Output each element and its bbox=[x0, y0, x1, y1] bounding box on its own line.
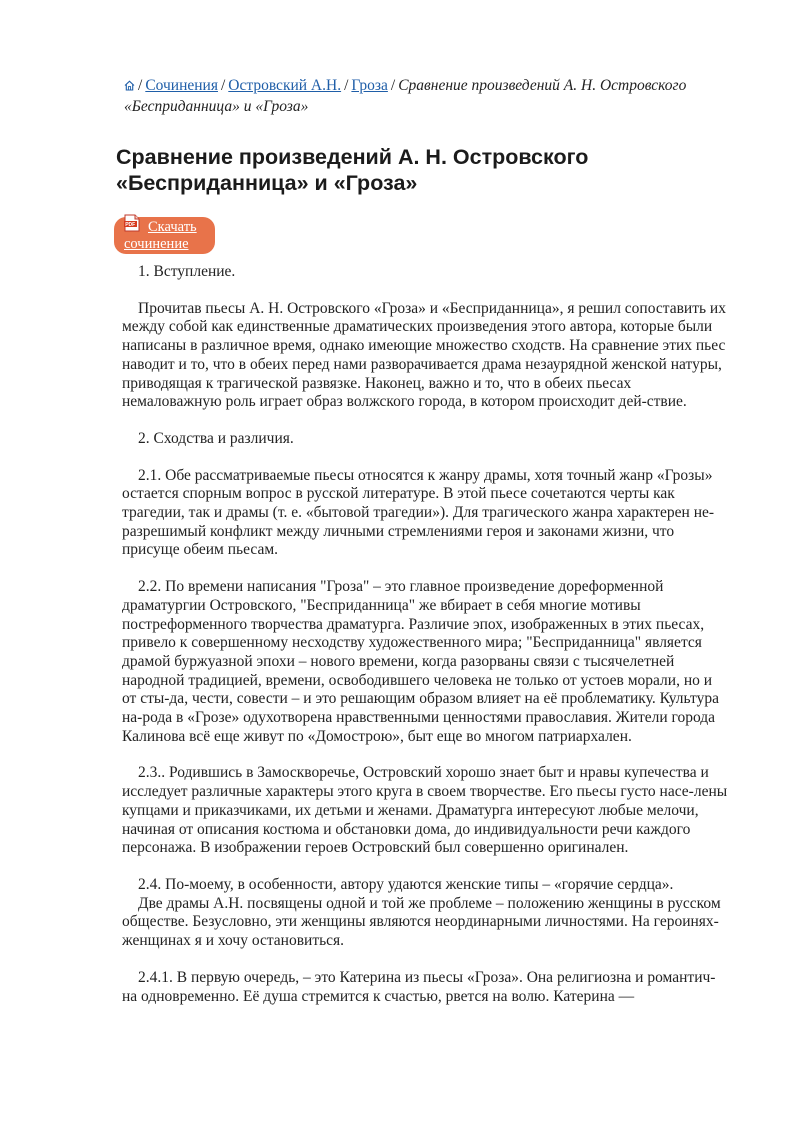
pdf-icon bbox=[124, 214, 140, 232]
home-icon[interactable] bbox=[124, 80, 135, 91]
breadcrumb-link-work[interactable]: Гроза bbox=[351, 77, 388, 94]
essay-body bbox=[122, 263, 730, 1006]
svg-text:PDF: PDF bbox=[125, 222, 136, 228]
page-title-line2: «Бесприданница» и «Гроза» bbox=[116, 171, 418, 195]
page-title-line1: Сравнение произведений А. Н. Островского bbox=[116, 145, 589, 169]
download-label-line2[interactable]: сочинение bbox=[124, 236, 189, 252]
breadcrumb: / Сочинения / Островский А.Н. / Гроза / Сравнение произведений А. Н. Островского «Бесприданница» и «Гроза» bbox=[124, 77, 687, 115]
section-heading: 1. Вступление. bbox=[138, 263, 236, 280]
paragraph: 2.2. По времени написания "Гроза" – это главное произведение дореформенной драматургии Островского, "Бесприданница" же вбирает в себя многие мотивы постреформенного творчества драматурга. Различие эпох, изображенных в этих пьесах, привело к совершенному несходству художественного мира; "Бесприданница" является драмой буржуазной эпохи – нового времени, когда разорваны связи с тысячелетней народной традицией, времени, освободившего человека не только от устоев морали, но и от сты-да, чести, совести – и это решающим образом влияет на её проблематику. Культура на-рода в «Грозе» одухотворена нравственными ценностями православия. Жители города Калинова всё еще живут по «Домострою», быт еще во многом патриархален. bbox=[122, 578, 719, 745]
breadcrumb-link-author[interactable]: Островский А.Н. bbox=[228, 77, 342, 94]
paragraph: 2.1. Обе рассматриваемые пьесы относятся к жанру драмы, хотя точный жанр «Грозы» остается спорным вопрос в русской литературе. В этой пьесе сочетаются черты как трагедии, так и драмы (т. е. «бытовой трагедии»). Для трагического жанра характерен не-разрешимый конфликт между личными стремлениями героя и законами жизни, что присуще обеим пьесам. bbox=[122, 466, 715, 559]
section-heading: 2. Сходства и различия. bbox=[138, 429, 294, 447]
paragraph: 2.4. По-моему, в особенности, автору удаются женские типы – «горячие сердца». bbox=[138, 875, 674, 893]
page-title bbox=[116, 144, 728, 196]
breadcrumb-link-essays[interactable]: Сочинения bbox=[145, 77, 218, 94]
download-label-line1[interactable]: Скачать bbox=[148, 219, 197, 235]
paragraph: Две драмы А.Н. посвящены одной и той же проблеме – положению женщины в русском обществе. Безусловно, эти женщины являются неординарными личностями. На героинях-женщинах я и хочу остановиться. bbox=[122, 894, 721, 950]
breadcrumb-current: Сравнение произведений А. Н. Островского «Бесприданница» и «Гроза» bbox=[124, 77, 687, 115]
download-essay-button[interactable] bbox=[114, 217, 215, 254]
paragraph: Прочитав пьесы А. Н. Островского «Гроза» и «Бесприданница», я решил сопоставить их между собой как единственные драматических произведения этого автора, которые были написаны в различное время, однако имеющие множество сходств. На сравнение этих пьес наводит и то, что в обеих перед нами разворачивается драма незаурядной женской натуры, приводящая к трагической развязке. Наконец, важно и то, что в обеих пьесах немаловажную роль играет образ волжского города, в котором происходит дей-ствие. bbox=[122, 299, 726, 411]
paragraph: 2.3.. Родившись в Замоскворечье, Островский хорошо знает быт и нравы купечества и исследует различные характеры этого круга в своем творчестве. Его пьесы густо насе-лены купцами и приказчиками, их детьми и женами. Драматурга интересуют любые мелочи, начиная от описания костюма и обстановки дома, до индивидуальности речи каждого персонажа. В изображении героев Островский был совершенно оригинален. bbox=[122, 764, 728, 857]
paragraph: 2.4.1. В первую очередь, – это Катерина из пьесы «Гроза». Она религиозна и романтич-на одновременно. Её душа стремится к счастью, рвется на волю. Катерина — bbox=[122, 968, 716, 1005]
